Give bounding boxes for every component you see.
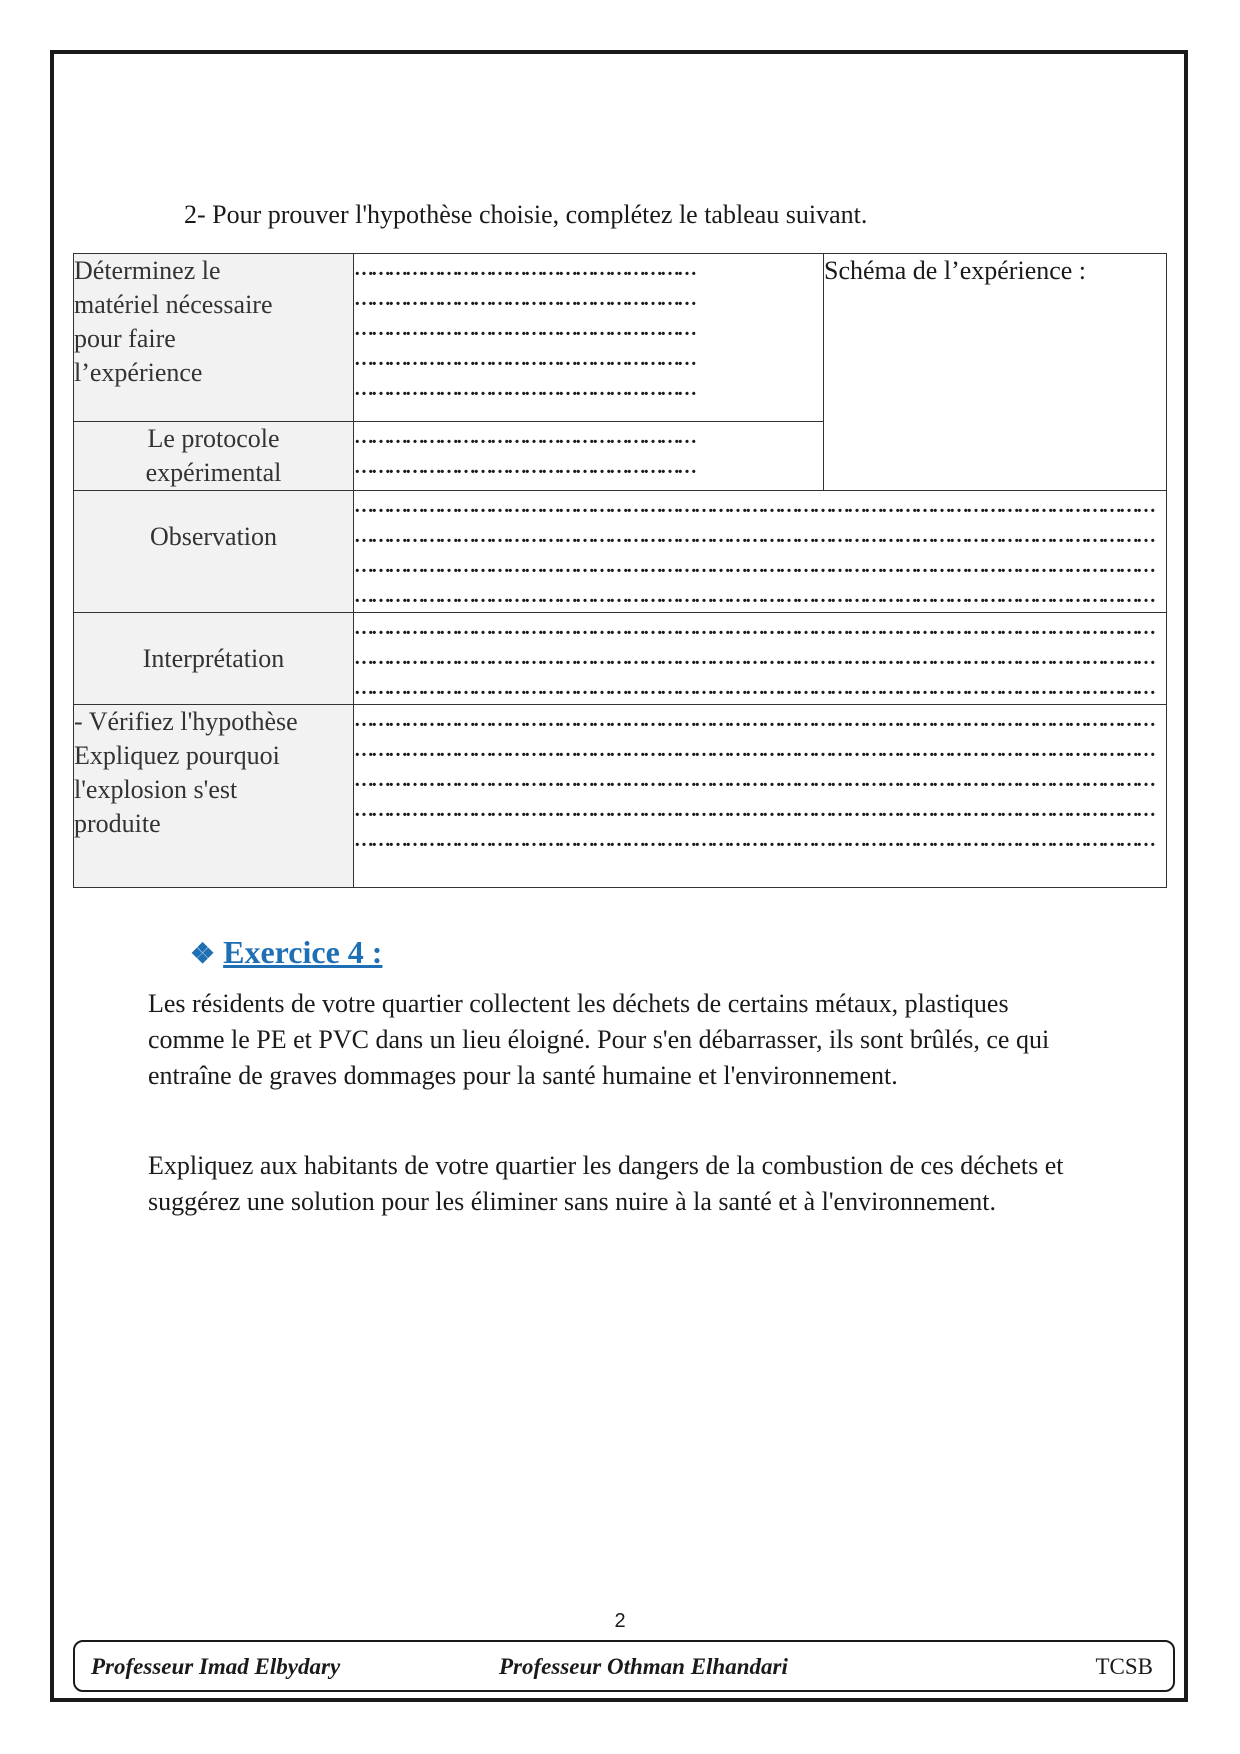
dot-line: ……………………………………………………………………………………………………………………………: [354, 555, 1153, 577]
observation-label: [74, 491, 354, 613]
dot-line: ……………………………………………………………………………………………………………………………: [354, 617, 1153, 639]
dot-line: ……………………………………………………: [354, 258, 694, 280]
label-line: Expliquez pourquoi: [74, 741, 280, 770]
dot-line: ……………………………………………………: [354, 456, 694, 478]
protocol-label: [74, 422, 354, 491]
label-line: l'explosion s'est: [74, 775, 238, 804]
dot-line: ……………………………………………………: [354, 288, 694, 310]
interpretation-label: [74, 613, 354, 705]
dot-line: ……………………………………………………………………………………………………………………………: [354, 495, 1153, 517]
verify-answer[interactable]: [354, 705, 1167, 888]
dot-line: ……………………………………………………………………………………………………………………………: [354, 585, 1153, 607]
dot-line: ……………………………………………………………………………………………………………………………: [354, 525, 1153, 547]
dot-line: ……………………………………………………………………………………………………………………………: [354, 739, 1153, 761]
label-line: produite: [74, 809, 161, 838]
protocol-answer[interactable]: [354, 422, 824, 491]
exercise-title: [190, 934, 382, 971]
exercise-paragraph-1: Les résidents de votre quartier collectent les déchets de certains métaux, plastiques comme le PE et PVC dans un lieu éloigné. Pour s'en débarrasser, ils sont brûlés, ce qui entraîne de graves dommages pour la santé humaine et l'environnement.: [148, 989, 1050, 1090]
dot-line: ……………………………………………………………………………………………………………………………: [354, 829, 1153, 851]
dot-line: ……………………………………………………: [354, 426, 694, 448]
label-line: Le protocole: [147, 424, 280, 453]
verify-label: [74, 705, 354, 888]
dot-line: ……………………………………………………………………………………………………………………………: [354, 799, 1153, 821]
label-line: expérimental: [145, 458, 282, 487]
label-line: pour faire: [74, 324, 176, 353]
exercise-title-text: Exercice 4 :: [223, 934, 383, 970]
dot-line: ……………………………………………………: [354, 378, 694, 400]
dot-line: ……………………………………………………: [354, 348, 694, 370]
dot-line: ……………………………………………………………………………………………………………………………: [354, 769, 1153, 791]
material-label: [74, 254, 354, 422]
dot-line: ……………………………………………………………………………………………………………………………: [354, 677, 1153, 699]
dot-line: ……………………………………………………: [354, 318, 694, 340]
schema-cell[interactable]: [824, 254, 1167, 491]
observation-label-text: Observation: [149, 521, 278, 551]
dot-line: ……………………………………………………………………………………………………………………………: [354, 647, 1153, 669]
label-line: matériel nécessaire: [74, 290, 273, 319]
footer-box: [73, 1640, 1175, 1692]
experiment-table: [73, 253, 1167, 888]
dot-line: ……………………………………………………………………………………………………………………………: [354, 709, 1153, 731]
footer-level: TCSB: [1095, 1654, 1153, 1679]
observation-answer[interactable]: [354, 491, 1167, 613]
footer-author-1: Professeur Imad Elbydary: [91, 1654, 341, 1679]
page-number: 2: [614, 1610, 626, 1632]
interpretation-label-text: Interprétation: [142, 643, 285, 673]
material-answer[interactable]: [354, 254, 824, 422]
exercise-paragraph-2: Expliquez aux habitants de votre quartier les dangers de la combustion de ces déchets et suggérez une solution pour les éliminer sans nuire à la santé et à l'environnement.: [148, 1151, 1064, 1216]
question-text: 2- Pour prouver l'hypothèse choisie, complétez le tableau suivant.: [184, 200, 868, 229]
label-line: l’expérience: [74, 358, 203, 387]
footer-author-2: Professeur Othman Elhandari: [499, 1654, 788, 1679]
label-line: Déterminez le: [74, 256, 221, 285]
label-line: - Vérifiez l'hypothèse: [74, 707, 298, 736]
diamond-bullet-icon: ❖: [190, 939, 216, 970]
interpretation-answer[interactable]: [354, 613, 1167, 705]
schema-label: Schéma de l’expérience :: [824, 256, 1087, 285]
